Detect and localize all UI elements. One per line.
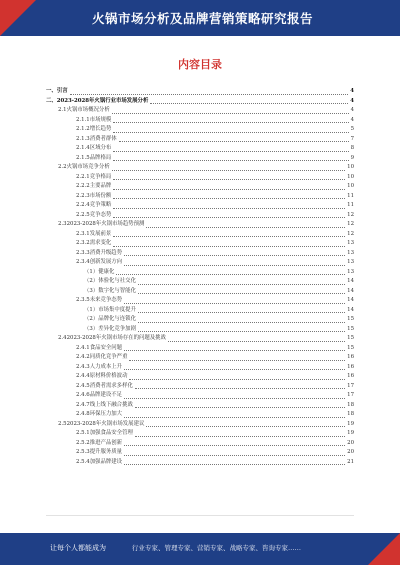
toc-entry-label [76, 144, 112, 154]
toc-page-number: 16 [346, 363, 354, 373]
toc-entry-number: （3） [84, 325, 99, 332]
toc-entry-number: 2.1.2 [76, 126, 90, 132]
footer-roles: 行业专家、管理专家、营销专家、战略专家、咨询专家…… [132, 544, 301, 552]
toc-entry[interactable] [46, 182, 354, 192]
toc-entry[interactable] [46, 401, 354, 411]
toc-entry[interactable] [46, 106, 354, 116]
toc-entry[interactable] [46, 410, 354, 420]
toc-entry-number: 2.2.2 [76, 183, 90, 189]
toc-page-number: 11 [346, 192, 354, 202]
toc-entry-number: （2） [84, 316, 99, 322]
toc-entry[interactable] [46, 163, 354, 173]
toc-leader-dots [113, 189, 345, 190]
toc-entry-number: 2.4.6 [76, 392, 90, 398]
toc-entry[interactable] [46, 287, 354, 297]
toc-entry[interactable] [46, 97, 354, 107]
toc-entry-text: 市场份额 [89, 192, 112, 199]
toc-entry-text: 品牌化与连锁化 [98, 316, 136, 322]
toc-entry-label [46, 97, 149, 107]
toc-page-number: 5 [350, 125, 354, 135]
toc-leader-dots [138, 312, 345, 313]
toc-entry-label [84, 306, 137, 316]
toc-entry-number: 2.3.1 [76, 230, 90, 237]
toc-entry-text: 竞争态势 [89, 211, 112, 218]
toc-page-number: 15 [346, 315, 354, 325]
toc-entry-text: 市场规模 [89, 116, 112, 123]
toc-page-number: 13 [346, 249, 354, 259]
toc-leader-dots [124, 255, 345, 256]
toc-entry-number: 2.1 [58, 107, 67, 113]
toc-page-number: 14 [346, 306, 354, 316]
toc-entry-text: 主要品牌 [89, 183, 112, 189]
toc-entry[interactable] [46, 116, 354, 126]
toc-page-number: 20 [346, 448, 354, 458]
toc-leader-dots [116, 274, 345, 275]
toc-entry-text: 区域分布 [89, 145, 112, 151]
toc-entry-text: 数字化与智能化 [98, 287, 136, 294]
toc-leader-dots [124, 350, 345, 351]
toc-leader-dots [124, 417, 345, 418]
toc-leader-dots [124, 455, 345, 456]
toc-leader-dots [113, 246, 345, 247]
toc-entry-text: 加强食品安全管理 [89, 430, 133, 436]
bottom-divider [46, 515, 354, 516]
toc-leader-dots [138, 293, 345, 294]
toc-page-number: 15 [346, 334, 354, 344]
toc-entry-label [76, 410, 123, 420]
toc-entry-text: 品牌格局 [89, 154, 112, 161]
toc-entry-text: 2023-2028年火锅市场存在的问题及挑战 [66, 335, 166, 341]
toc-entry-label [76, 353, 128, 363]
footer-red-corner [368, 533, 400, 565]
table-of-contents [46, 87, 354, 467]
toc-page-number: 12 [346, 211, 354, 221]
toc-leader-dots [124, 369, 345, 370]
toc-entry-text: 竞争策略 [89, 202, 112, 208]
toc-entry[interactable] [46, 230, 354, 240]
report-title: 火锅市场分析及品牌营销策略研究报告 [92, 11, 314, 26]
toc-entry-label [76, 448, 123, 458]
toc-page-number: 14 [346, 287, 354, 297]
toc-entry-number: 2.5.4 [76, 458, 90, 465]
toc-entry-number: 2.4.3 [76, 363, 90, 370]
toc-leader-dots [112, 113, 349, 114]
toc-entry-label [58, 220, 145, 230]
toc-entry-number: 2.2.1 [76, 173, 90, 180]
toc-leader-dots [113, 151, 349, 152]
toc-leader-dots [124, 398, 345, 399]
toc-entry-label [76, 135, 118, 145]
toc-leader-dots [138, 284, 345, 285]
toc-entry-label [76, 344, 123, 354]
toc-leader-dots [124, 464, 345, 465]
toc-page-number: 4 [349, 97, 354, 107]
toc-leader-dots [129, 379, 345, 380]
toc-entry-number: 2.2.3 [76, 192, 90, 199]
toc-entry-text: 引言 [56, 88, 68, 94]
toc-entry-label [76, 201, 112, 211]
toc-entry-text: 提升服务质量 [89, 449, 123, 455]
toc-leader-dots [70, 94, 348, 95]
toc-leader-dots [129, 360, 345, 361]
toc-leader-dots [113, 132, 349, 133]
toc-leader-dots [119, 141, 349, 142]
toc-entry-text: 推进产品创新 [89, 439, 123, 446]
toc-entry[interactable] [46, 125, 354, 135]
toc-entry[interactable] [46, 173, 354, 183]
toc-leader-dots [113, 198, 345, 199]
toc-page-number: 20 [346, 439, 354, 449]
toc-entry[interactable] [46, 296, 354, 306]
toc-entry-number: 2.1.1 [76, 116, 90, 123]
toc-entry[interactable] [46, 144, 354, 154]
toc-entry[interactable] [46, 429, 354, 439]
toc-entry-number: （2） [84, 278, 99, 284]
toc-entry-text: 2023-2028年火锅市场发展建议 [66, 420, 145, 427]
toc-page-number: 17 [346, 382, 354, 392]
toc-entry-label [76, 239, 112, 249]
toc-page-number: 15 [346, 344, 354, 354]
toc-entry-label [76, 173, 112, 183]
toc-entry[interactable] [46, 439, 354, 449]
toc-leader-dots [112, 170, 345, 171]
toc-entry-text: 需求变化 [89, 240, 112, 246]
toc-leader-dots [146, 227, 345, 228]
toc-entry-text: 消费者群体 [89, 135, 117, 142]
toc-leader-dots [113, 122, 349, 123]
toc-page-number: 10 [346, 182, 354, 192]
toc-entry-number: （1） [84, 306, 99, 313]
toc-entry[interactable] [46, 315, 354, 325]
toc-heading: 内容目录 [178, 58, 222, 71]
toc-entry[interactable] [46, 458, 354, 468]
toc-leader-dots [135, 436, 345, 437]
toc-entry-text: 消费者需求多样化 [89, 382, 133, 389]
toc-entry-number: 2.5.2 [76, 439, 90, 446]
toc-leader-dots [113, 217, 345, 218]
toc-entry[interactable] [46, 448, 354, 458]
toc-entry[interactable] [46, 249, 354, 259]
toc-leader-dots [113, 236, 345, 237]
toc-entry[interactable] [46, 211, 354, 221]
toc-entry-label [76, 125, 112, 135]
toc-entry[interactable] [46, 372, 354, 382]
toc-page-number: 13 [346, 268, 354, 278]
toc-entry-text: 食品安全问题 [89, 344, 123, 351]
toc-entry-label [76, 116, 112, 126]
toc-entry-label [76, 372, 128, 382]
toc-leader-dots [113, 160, 349, 161]
toc-entry-label [58, 163, 111, 173]
toc-entry-text: 同质化竞争严重 [89, 354, 128, 360]
toc-entry-number: 2.4.2 [76, 354, 90, 360]
toc-page-number: 7 [350, 135, 354, 145]
toc-entry-number: 2.3 [58, 221, 67, 227]
toc-page-number: 12 [346, 220, 354, 230]
toc-entry-text: 原材料价格波动 [89, 373, 128, 379]
toc-entry-number: 2.2 [58, 164, 67, 170]
toc-entry-label [84, 315, 137, 325]
toc-entry-text: 发展前景 [89, 230, 112, 237]
toc-entry[interactable] [46, 268, 354, 278]
toc-entry-number: 2.5.3 [76, 449, 90, 455]
toc-entry-number: 二、 [46, 97, 57, 104]
report-footer-bar [0, 533, 400, 565]
toc-entry-label [58, 106, 111, 116]
toc-page-number: 11 [346, 201, 354, 211]
toc-entry[interactable] [46, 239, 354, 249]
toc-entry-number: 2.4.5 [76, 382, 90, 389]
toc-page-number: 19 [346, 429, 354, 439]
toc-entry-text: 竞争格局 [89, 173, 112, 180]
toc-leader-dots [135, 407, 345, 408]
toc-entry-text: 品牌建设不足 [89, 392, 123, 398]
toc-page-number: 15 [346, 325, 354, 335]
header-red-corner [0, 0, 36, 36]
toc-entry-label [84, 268, 115, 278]
toc-entry[interactable] [46, 420, 354, 430]
toc-entry-number: 2.3.5 [76, 297, 90, 303]
toc-entry-number: 2.4.8 [76, 411, 90, 417]
toc-leader-dots [135, 388, 345, 389]
toc-leader-dots [150, 103, 348, 104]
report-header-bar [0, 0, 400, 36]
toc-leader-dots [138, 331, 345, 332]
toc-page-number: 19 [346, 420, 354, 430]
toc-entry-label [76, 192, 112, 202]
toc-entry-number: 2.4.1 [76, 344, 90, 351]
toc-entry-number: 2.4.7 [76, 401, 90, 408]
toc-entry-number: （3） [84, 287, 99, 294]
toc-entry-text: 2023-2028年火锅市场趋势预测 [66, 221, 145, 227]
toc-page-number: 16 [346, 372, 354, 382]
toc-leader-dots [138, 322, 345, 323]
toc-entry-label [58, 420, 145, 430]
toc-leader-dots [124, 445, 345, 446]
toc-page-number: 18 [346, 410, 354, 420]
toc-page-number: 17 [346, 391, 354, 401]
toc-page-number: 12 [346, 230, 354, 240]
toc-entry-text: 增长趋势 [89, 126, 112, 132]
toc-entry-text: 未来竞争态势 [89, 297, 123, 303]
toc-entry-text: 体验化与社交化 [98, 278, 136, 284]
toc-page-number: 9 [350, 154, 354, 164]
toc-entry-text: 健康化 [98, 268, 115, 275]
toc-entry[interactable] [46, 277, 354, 287]
toc-entry[interactable] [46, 154, 354, 164]
toc-entry-label [76, 154, 112, 164]
toc-entry-number: 2.1.4 [76, 145, 90, 151]
toc-entry-text: 消费升级趋势 [89, 249, 123, 256]
toc-entry[interactable] [46, 325, 354, 335]
toc-page-number: 14 [346, 277, 354, 287]
toc-page-number: 18 [346, 401, 354, 411]
toc-entry-text: 差异化竞争加剧 [98, 325, 136, 332]
toc-entry-text: 人力成本上升 [89, 363, 123, 370]
toc-entry-number: 2.1.5 [76, 154, 90, 161]
toc-entry-number: 2.2.4 [76, 202, 90, 208]
toc-entry-number: 2.3.4 [76, 259, 90, 265]
toc-entry-label [76, 230, 112, 240]
toc-page-number: 10 [346, 163, 354, 173]
toc-entry-text: 创新发展方向 [89, 259, 123, 265]
toc-entry-number: 2.3.3 [76, 249, 90, 256]
toc-entry-label [76, 363, 123, 373]
footer-slogan: 让每个人都能成为 [50, 544, 106, 552]
toc-leader-dots [168, 341, 345, 342]
toc-entry-label [76, 211, 112, 221]
toc-leader-dots [113, 179, 345, 180]
toc-entry-label [76, 458, 123, 468]
toc-page-number: 8 [350, 144, 354, 154]
toc-page-number: 21 [346, 458, 354, 468]
toc-page-number: 13 [346, 258, 354, 268]
toc-entry-label [76, 439, 123, 449]
toc-entry-number: 2.4 [58, 335, 67, 341]
toc-page-number: 16 [346, 353, 354, 363]
toc-entry-label [76, 391, 123, 401]
toc-entry-text: 火锅市场概况分析 [66, 107, 110, 113]
toc-entry-label [76, 182, 112, 192]
toc-entry-label [76, 258, 123, 268]
toc-entry-text: 市场集中度提升 [98, 306, 136, 313]
toc-page-number: 13 [346, 239, 354, 249]
toc-entry-number: 2.2.5 [76, 211, 90, 218]
toc-entry-number: 2.4.4 [76, 373, 90, 379]
toc-entry-label [46, 87, 69, 97]
toc-page-number: 14 [346, 296, 354, 306]
toc-entry-number: 2.5 [58, 420, 67, 427]
toc-entry[interactable] [46, 220, 354, 230]
toc-entry-number: 2.3.2 [76, 240, 90, 246]
toc-entry[interactable] [46, 391, 354, 401]
toc-entry-label [76, 382, 134, 392]
toc-entry-text: 火锅市场竞争分析 [66, 164, 110, 170]
toc-page-number: 4 [349, 87, 354, 97]
toc-entry-label [84, 287, 137, 297]
toc-entry[interactable] [46, 192, 354, 202]
toc-entry[interactable] [46, 353, 354, 363]
toc-entry-label [84, 325, 137, 335]
toc-entry-label [58, 334, 167, 344]
toc-entry[interactable] [46, 306, 354, 316]
toc-entry[interactable] [46, 201, 354, 211]
toc-entry[interactable] [46, 87, 354, 97]
toc-entry-label [76, 401, 134, 411]
toc-entry[interactable] [46, 258, 354, 268]
toc-entry[interactable] [46, 344, 354, 354]
toc-entry-text: 加强品牌建设 [89, 458, 123, 465]
toc-leader-dots [146, 426, 345, 427]
toc-entry-label [76, 249, 123, 259]
toc-page-number: 10 [346, 173, 354, 183]
toc-leader-dots [124, 303, 345, 304]
toc-page-number: 4 [350, 116, 354, 126]
toc-entry-label [76, 429, 134, 439]
toc-entry[interactable] [46, 382, 354, 392]
toc-entry-number: 2.1.3 [76, 135, 90, 142]
toc-entry-number: （1） [84, 268, 99, 275]
toc-entry-text: 线上线下融合挑战 [89, 401, 133, 408]
toc-entry-number: 2.5.1 [76, 430, 90, 436]
toc-entry[interactable] [46, 135, 354, 145]
toc-entry[interactable] [46, 334, 354, 344]
toc-leader-dots [124, 265, 345, 266]
toc-page-number: 4 [350, 106, 354, 116]
toc-entry-number: 一、 [46, 88, 57, 94]
toc-entry-label [84, 277, 137, 287]
toc-leader-dots [113, 208, 345, 209]
toc-entry-label [76, 296, 123, 306]
toc-entry[interactable] [46, 363, 354, 373]
toc-entry-text: 2023-2028年火锅行业市场发展分析 [56, 97, 149, 104]
toc-entry-text: 环保压力加大 [89, 411, 123, 417]
